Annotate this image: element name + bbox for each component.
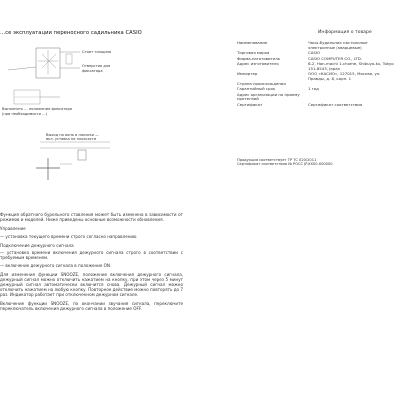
spec-key: Сертификат bbox=[237, 101, 263, 107]
figure-alarm-setup bbox=[0, 40, 175, 120]
spec-value: CASIO COMPUTER CO., LTD. bbox=[308, 55, 362, 61]
spec-value: 1 год bbox=[308, 86, 319, 92]
spec-header: Информация о товаре bbox=[318, 30, 372, 35]
spec-note bbox=[237, 158, 397, 167]
spec-row bbox=[237, 92, 395, 102]
spec-value: CASIO bbox=[308, 50, 321, 56]
spec-key: Гарантийный срок bbox=[237, 86, 276, 92]
figure1-label: Отверстия для bbox=[82, 64, 111, 68]
figure-alarm-setup-drawing bbox=[0, 40, 175, 120]
figure2-label: вкл. уставка на плоскости bbox=[46, 137, 97, 141]
figure-mounting-drawing bbox=[0, 128, 175, 188]
spec-key: Адрес организации по приему претензий bbox=[237, 91, 300, 102]
spec-note-line: Продукция соответствует ТР ТС 020/2011 bbox=[237, 158, 317, 162]
spec-value bbox=[308, 92, 395, 102]
figure1-label: Стоит толщина bbox=[82, 50, 112, 54]
paragraph: Включение функции SNOOZE, по окончании звучания сигнала, переключите переключатель включения дежурного сигнала в положение OFF. bbox=[0, 300, 183, 311]
spec-key: Торговая марка bbox=[237, 50, 270, 56]
figure-mounting bbox=[0, 128, 175, 188]
figure1-caption: (при необходимости …) bbox=[2, 112, 48, 116]
section-heading: Управление bbox=[0, 226, 26, 231]
spec-value: Сертификат соответствия bbox=[308, 101, 363, 107]
spec-value: Часы-будильник настольные электронные (кварцевые) bbox=[308, 40, 368, 50]
figure2-label: Выход на окно и полоски — bbox=[46, 133, 99, 137]
spec-note-line: Сертификат соответствия № РОСС JP.ХХ00.Х00000 bbox=[237, 162, 333, 167]
spec-table bbox=[237, 41, 395, 108]
document-title: …се эксплуатации переносного садильника CASIO bbox=[0, 30, 142, 36]
spec-value: 6-2, Hon-machi 1-chome, Shibuya-ku, Tokyo 151-8543, Japan bbox=[308, 61, 394, 71]
spec-key: Наименование bbox=[237, 40, 268, 46]
section-heading: Подключение дежурного сигнала bbox=[0, 242, 74, 248]
paragraph: — включение дежурного сигнала в положение ON. bbox=[0, 262, 112, 268]
spec-key: Адрес изготовителя bbox=[237, 61, 279, 67]
paragraph: Функция обратного бурельного ставления может быть изменена в зависимости от режимов и моделей. Ниже приведены основные возможности обновления. bbox=[0, 212, 183, 222]
paragraph: Для изменения функции SNOOZE, положение включения дежурного сигнала, дежурный сигнал можно отключить нажатием на кнопку, при этом через 5 минут дежурный сигнал автоматически включится снова. Дежурный сигнал можно отключить нажатием на любую кнопку. Повторное действие можно повторять до 7 раз. Индикатор работает при отключенном дежурном сигнале. bbox=[0, 271, 183, 297]
paragraph: — установка текущего времени строго согласно направлению bbox=[0, 233, 137, 239]
spec-value: ООО «КАСИО», 127015, Москва, ул. Правды, д. 8, корп. 1 bbox=[308, 71, 381, 81]
instructions-text bbox=[0, 212, 183, 313]
spec-key: Страна происхождения bbox=[237, 81, 286, 87]
figure1-label: фиксатора bbox=[82, 69, 103, 73]
spec-key: Фирма-изготовитель bbox=[237, 55, 281, 61]
spec-row bbox=[237, 102, 395, 107]
spec-key: Импортер bbox=[237, 71, 258, 77]
figure1-caption: Выполнить … положение фиксатора bbox=[2, 107, 72, 111]
paragraph: — установка времени включения дежурного сигнала строго в соответствии с требуемым временем. bbox=[0, 250, 183, 260]
